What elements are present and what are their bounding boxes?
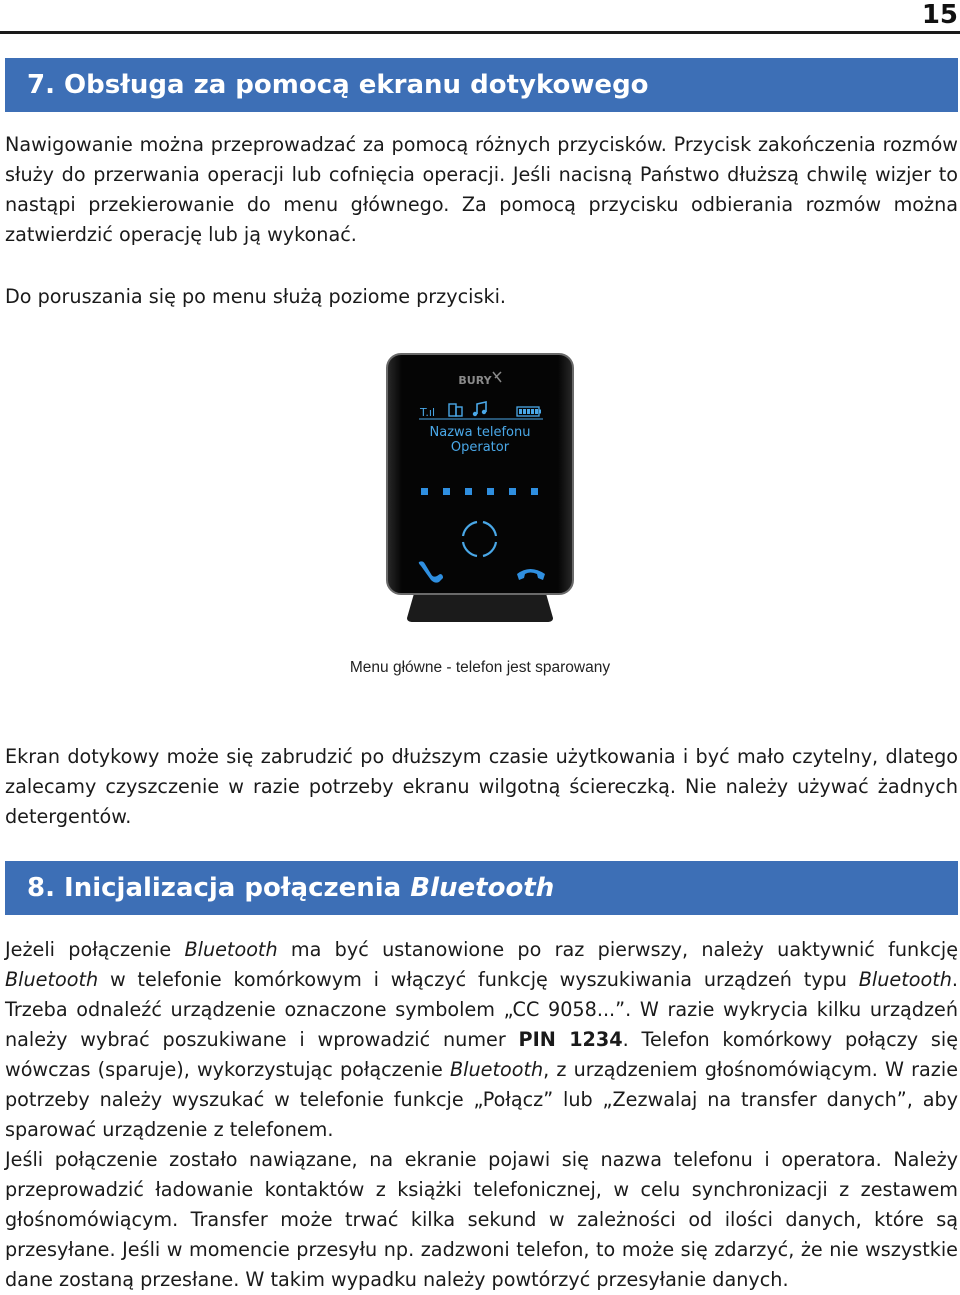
screen-operator: Operator [450,440,510,455]
screen-phone-name: Nazwa telefonu [429,425,531,440]
section-8-paragraph-2: Jeśli połączenie zostało nawiązane, na ekranie pojawi się nazwa telefonu i operatora. Należy przeprowadzić ładowanie kontaktów z książki telefonicznej, w celu synchronizacji z zestawem głośnomówiącym. Transfer może trwać kilka sekund w zależności od ilości danych, które są przesyłane. Jeśli w momencie przesyłu np. zadzwoni telefon, to może się zdarzyć, że nie wszystkie dane zostaną przesłane. W takim wypadku należy powtórzyć przesyłanie danych. [5,1148,958,1291]
pin-code: PIN 1234 [518,1028,623,1051]
signal-icon: T.ıl [420,406,436,419]
section-7-paragraph-1: Nawigowanie można przeprowadzać za pomocą różnych przycisków. Przycisk zakończenia rozmów służy do przerwania operacji lub cofnięcia operacji. Jeśli nacisną Państwo dłuższą chwilę wizjer to nastąpi przekierowanie do menu głównego. Za pomocą przycisku odbierania rozmów można zatwierdzić operację lub ją wykonać. [5,133,958,246]
section-8-header [5,861,958,915]
header-rule [0,31,960,34]
figure-caption: Menu główne - telefon jest sparowany [349,659,611,676]
device-body [387,354,573,594]
section-7-paragraph-2: Do poruszania się po menu służą poziome przyciski. [5,285,507,308]
device-brand-logo: BURY [458,374,492,387]
section-8-title-italic: Bluetooth [410,873,555,903]
section-8-paragraph-1: Jeżeli połączenie Bluetooth ma być ustanowione po raz pierwszy, należy uaktywnić funkcję Bluetooth w telefonie komórkowym i włączyć funkcję wyszukiwania urządzeń typu Bluetooth. Trzeba odnaleźć urządzenie oznaczone symbolem „CC 9058...”. W razie wykrycia kilku urządzeń należy wybrać poszukiwane i wprowadzić numer PIN 1234. Telefon komórkowy połączy się wówczas (sparuje), wykorzystując połączenie Bluetooth, z urządzeniem głośnomówiącym. W razie potrzeby należy wyszukać w telefonie funkcje „Połącz” lub „Zezwalaj na transfer danych”, aby sparować urządzenie z telefonem. [5,938,958,1141]
section-8-title: 8. Inicjalizacja połączenia Bluetooth [27,873,555,903]
section-7-title: 7. Obsługa za pomocą ekranu dotykowego [27,70,649,100]
section-7-header [5,58,958,112]
device-illustration [385,352,575,622]
section-7-paragraph-3: Ekran dotykowy może się zabrudzić po dłuższym czasie użytkowania i być mało czytelny, dlatego zalecamy czyszczenie w razie potrzeby ekranu wilgotną ściereczką. Nie należy używać żadnych detergentów. [5,745,958,828]
page-number: 15 [921,0,958,30]
